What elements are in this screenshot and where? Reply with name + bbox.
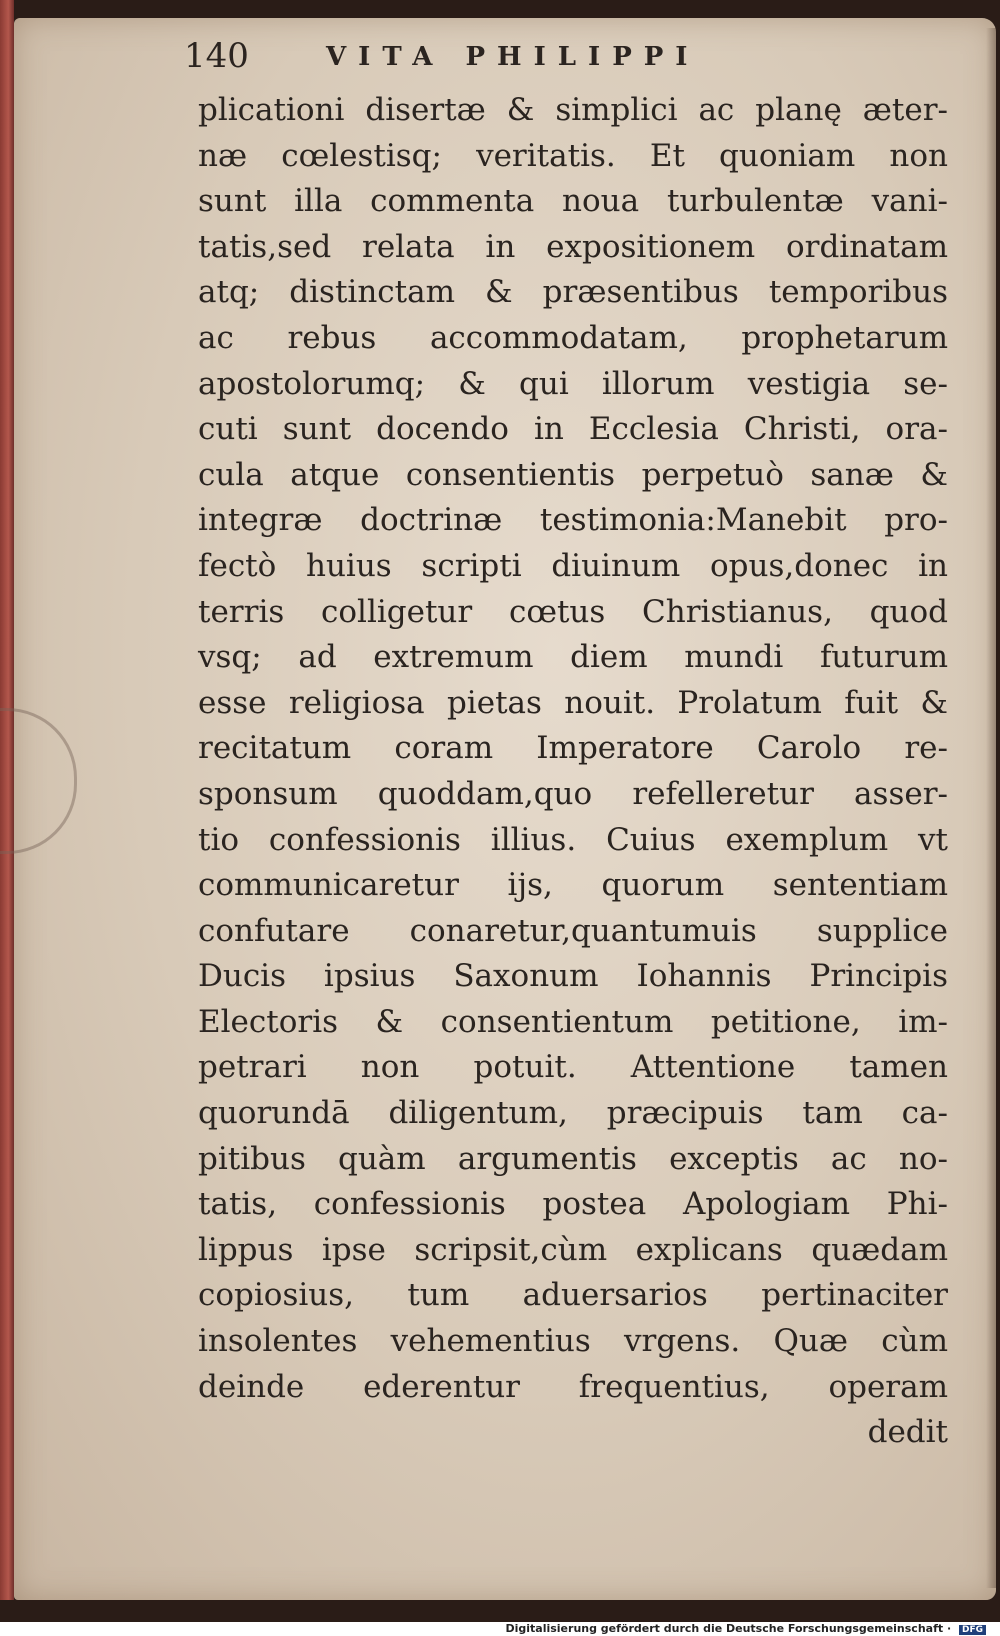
- text-line: tio confessionis illius. Cuius exemplum vt: [198, 821, 948, 858]
- text-line: sunt illa commenta noua turbulentæ vani-: [198, 183, 948, 220]
- text-line: integræ doctrinæ testimonia:Manebit pro-: [198, 502, 948, 539]
- text-line: insolentes vehementius vrgens. Quæ cùm: [198, 1323, 948, 1360]
- text-line: recitatum coram Imperatore Carolo re-: [198, 730, 948, 767]
- text-line: petrari non potuit. Attentione tamen: [198, 1049, 948, 1086]
- text-line: cula atque consentientis perpetuò sanæ &: [198, 456, 948, 493]
- running-title: VITA PHILIPPI: [326, 42, 700, 72]
- text-line: cuti sunt docendo in Ecclesia Christi, ora-: [198, 411, 948, 448]
- text-line: lippus ipse scripsit,cùm explicans quædam: [198, 1231, 948, 1268]
- text-line: atq; distinctam & præsentibus temporibus: [198, 274, 948, 311]
- text-line: terris colligetur cœtus Christianus, quod: [198, 593, 948, 630]
- catchword: dedit: [867, 1414, 948, 1451]
- text-line: copiosius, tum aduersarios pertinaciter: [198, 1277, 948, 1314]
- page-number: 140: [184, 36, 249, 76]
- text-line: esse religiosa pietas nouit. Prolatum fuit &: [198, 684, 948, 721]
- dfg-logo[interactable]: DFG: [959, 1625, 986, 1635]
- text-line: tatis,sed relata in expositionem ordinatam: [198, 228, 948, 265]
- text-line: Ducis ipsius Saxonum Iohannis Principis: [198, 958, 948, 995]
- digitization-credit: [505, 1622, 986, 1635]
- text-line: vsq; ad extremum diem mundi futurum: [198, 639, 948, 676]
- text-line: sponsum quoddam,quo refelleretur asser-: [198, 775, 948, 812]
- credit-text: Digitalisierung gefördert durch die Deutsche Forschungsgemeinschaft ·: [505, 1622, 952, 1635]
- text-line: plicationi disertæ & simplici ac planę æter-: [198, 92, 948, 128]
- text-line: fectò huius scripti diuinum opus,donec in: [198, 547, 948, 584]
- page-header: [176, 28, 936, 84]
- text-line: ac rebus accommodatam, prophetarum: [198, 319, 948, 356]
- text-line: pitibus quàm argumentis exceptis ac no-: [198, 1140, 948, 1177]
- text-line: confutare conaretur,quantumuis supplice: [198, 912, 948, 949]
- body-text: [198, 88, 948, 1456]
- text-line: deinde ederentur frequentius, operam: [198, 1368, 948, 1405]
- clip-mark: [0, 708, 77, 854]
- page-edge-shadow: [986, 28, 996, 1588]
- text-line: Electoris & consentientum petitione, im-: [198, 1003, 948, 1040]
- text-line: tatis, confessionis postea Apologiam Phi-: [198, 1186, 948, 1223]
- text-line: næ cœlestisq; veritatis. Et quoniam non: [198, 137, 948, 174]
- text-line: quorundā diligentum, præcipuis tam ca-: [198, 1095, 948, 1132]
- text-line: apostolorumq; & qui illorum vestigia se-: [198, 365, 948, 402]
- text-line: communicaretur ijs, quorum sententiam: [198, 867, 948, 904]
